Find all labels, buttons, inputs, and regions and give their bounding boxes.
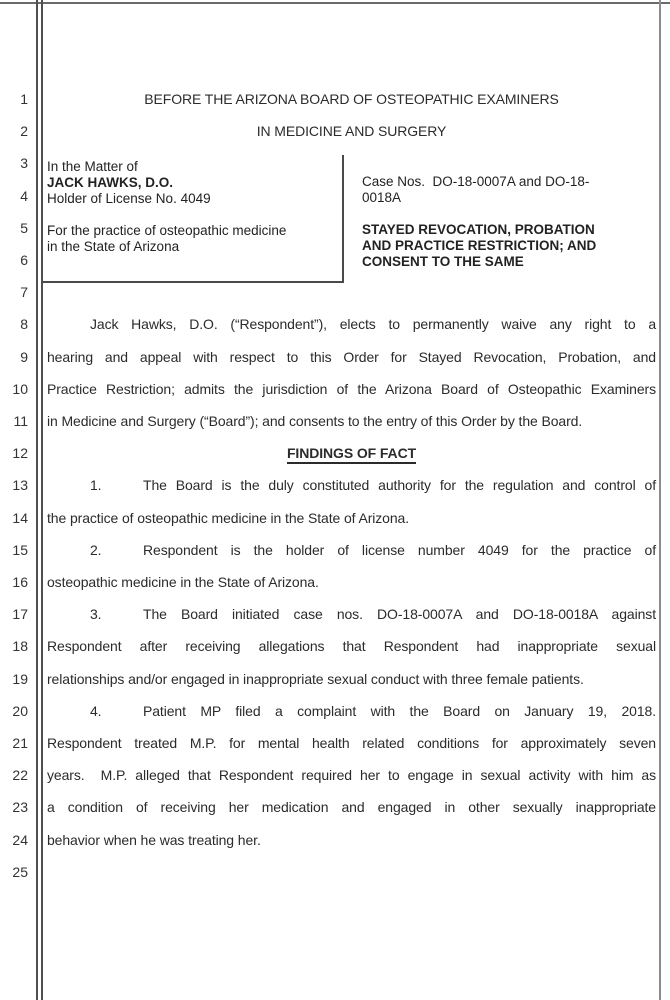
line-number-14: 14 (12, 509, 28, 526)
doc-line-2: IN MEDICINE AND SURGERY (256, 123, 447, 140)
line-number-1: 1 (20, 91, 28, 107)
caption-line-2: JACK HAWKS, D.O. (47, 175, 174, 190)
line-number-25: 25 (12, 863, 28, 880)
line-number-2: 2 (20, 123, 28, 140)
doc-line-9: hearing and appeal with respect to this Order for Stayed Revocation, Probation, and (47, 348, 656, 365)
doc-line-17: 3. The Board initiated case nos. DO-18-0007A and DO-18-0018A against (47, 598, 656, 630)
line-number-4: 4 (20, 187, 28, 204)
doc-line-22: years. M.P. alleged that Respondent required her to engage in sexual activity with him as (47, 767, 656, 784)
doc-line-10: Practice Restriction; admits the jurisdiction of the Arizona Board of Osteopathic Examiners (47, 380, 656, 397)
doc-line-1: BEFORE THE ARIZONA BOARD OF OSTEOPATHIC EXAMINERS (144, 91, 559, 107)
caption-line-6: in the State of Arizona (47, 239, 180, 254)
paragraph-number: 2. (90, 541, 102, 558)
line-number-13: 13 (12, 477, 28, 494)
line-number-19: 19 (12, 670, 28, 687)
doc-line-23: a condition of receiving her medication and engaged in other sexually inappropriate (47, 799, 656, 816)
paragraph-number: 1. (90, 477, 102, 494)
case-title-line-5: AND PRACTICE RESTRICTION; AND (362, 238, 597, 253)
case-title-line-1: Case Nos. DO-18-0007A and DO-18- (362, 174, 590, 189)
doc-line-18: Respondent after receiving allegations that Respondent had inappropriate sexual (47, 638, 656, 655)
line-number-11: 11 (13, 413, 28, 429)
line-number-24: 24 (12, 831, 28, 848)
doc-line-14: the practice of osteopathic medicine in the State of Arizona. (47, 509, 410, 526)
case-number-and-title (362, 174, 656, 270)
paragraph-number: 3. (90, 606, 102, 623)
line-number-16: 16 (12, 574, 28, 590)
section-heading: FINDINGS OF FACT (287, 445, 416, 464)
doc-line-12 (47, 437, 656, 469)
line-number-5: 5 (20, 219, 28, 236)
line-number-12: 12 (12, 445, 28, 462)
caption-box (42, 155, 344, 283)
line-number-23: 23 (12, 799, 28, 816)
line-number-15: 15 (12, 541, 28, 558)
line-number-20: 20 (12, 702, 28, 719)
line-number-6: 6 (20, 252, 28, 268)
pleading-double-rule (41, 0, 43, 1000)
case-title-line-3 (362, 206, 656, 222)
line-number-10: 10 (12, 380, 28, 397)
doc-line-21: Respondent treated M.P. for mental health related conditions for approximately seven (47, 735, 656, 751)
case-title-line-4: STAYED REVOCATION, PROBATION (362, 222, 595, 237)
line-number-3: 3 (20, 155, 28, 172)
page-top-border (0, 2, 670, 4)
caption-line-4 (47, 207, 334, 223)
doc-line-13: 1. The Board is the duly constituted authority for the regulation and control of (47, 469, 656, 501)
case-title-line-6: CONSENT TO THE SAME (362, 254, 524, 269)
doc-line-24: behavior when he was treating her. (47, 831, 261, 848)
caption-line-5: For the practice of osteopathic medicine (47, 223, 287, 238)
doc-line-20: 4. Patient MP filed a complaint with the Board on January 19, 2018. (47, 695, 656, 727)
doc-line-16: osteopathic medicine in the State of Arizona. (47, 574, 319, 590)
line-number-7: 7 (20, 284, 28, 301)
doc-line-11: in Medicine and Surgery (“Board”); and consents to the entry of this Order by the Board. (47, 413, 583, 429)
line-number-9: 9 (20, 348, 28, 365)
page-right-border (659, 0, 661, 1000)
line-number-8: 8 (20, 316, 28, 333)
line-number-18: 18 (12, 638, 28, 655)
line-number-17: 17 (12, 606, 28, 623)
doc-line-8: Jack Hawks, D.O. (“Respondent”), elects to permanently waive any right to a (90, 316, 656, 333)
caption-line-1: In the Matter of (47, 159, 138, 174)
pleading-double-rule (36, 0, 38, 1000)
case-title-line-2: 0018A (362, 190, 402, 205)
line-number-21: 21 (12, 735, 28, 751)
line-number-22: 22 (12, 767, 28, 784)
doc-line-19: relationships and/or engaged in inappropriate sexual conduct with three female patients. (47, 670, 584, 687)
caption-line-3: Holder of License No. 4049 (47, 191, 211, 206)
paragraph-number: 4. (90, 702, 102, 719)
doc-line-15: 2. Respondent is the holder of license number 4049 for the practice of (47, 534, 656, 566)
